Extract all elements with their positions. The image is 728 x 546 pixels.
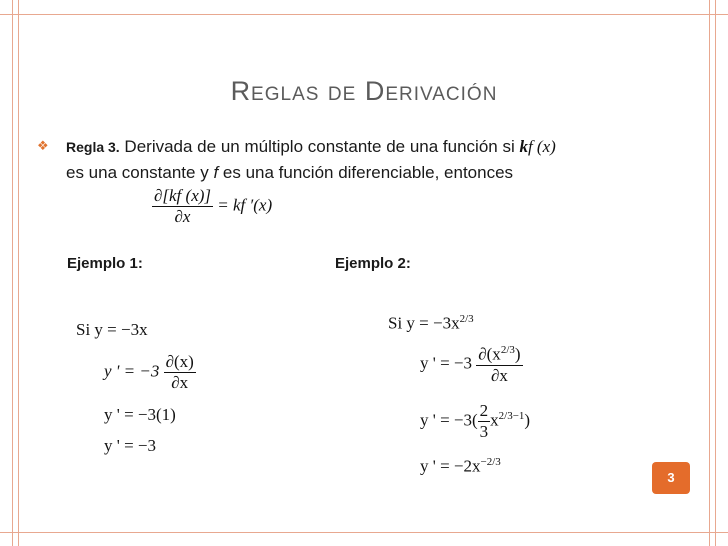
example2-line4-exponent: −2/3 bbox=[480, 456, 501, 468]
example1-line2-fraction bbox=[164, 352, 196, 393]
example2-line1 bbox=[388, 313, 474, 334]
page-number-badge: 3 bbox=[652, 462, 690, 494]
example2-line3-fraction bbox=[478, 401, 491, 442]
bullet-icon: ❖ bbox=[37, 138, 49, 153]
rule-k-symbol: k bbox=[519, 137, 528, 156]
example2-line3-frac-num: 2 bbox=[479, 401, 489, 420]
rule-line-2 bbox=[66, 163, 513, 183]
rule-formula-denominator: ∂x bbox=[174, 207, 191, 226]
example1-line4: y ' = −3 bbox=[104, 436, 156, 455]
example1-line2-lhs: y ' = −3 bbox=[104, 361, 160, 381]
example2-line3 bbox=[420, 401, 530, 442]
example2-line2-num-exponent: 2/3 bbox=[500, 344, 515, 356]
example2-line2 bbox=[420, 344, 523, 386]
example2-line2-num-close: ) bbox=[514, 344, 521, 364]
example1-line2 bbox=[104, 352, 196, 393]
example2-line3-frac-den: 3 bbox=[479, 422, 489, 441]
example2-line4-prefix: y ' = −2x bbox=[420, 456, 481, 476]
rule-formula bbox=[152, 186, 272, 227]
example2-line2-denominator: ∂x bbox=[490, 365, 508, 385]
frame-line-top bbox=[0, 14, 728, 15]
example2-label: Ejemplo 2: bbox=[335, 255, 411, 272]
example2-line2-fraction bbox=[476, 344, 522, 386]
rule-formula-numerator: ∂[kf (x)] bbox=[154, 186, 212, 205]
example1-line2-denominator: ∂x bbox=[171, 373, 189, 392]
rule-formula-rhs: = kf ′(x) bbox=[217, 195, 273, 215]
example1-label: Ejemplo 1: bbox=[67, 255, 143, 272]
rule-heading: Regla 3. bbox=[66, 139, 120, 155]
example1-line3: y ' = −3(1) bbox=[104, 405, 176, 424]
example2-line2-numerator bbox=[476, 344, 522, 366]
example2-line2-num-base: ∂(x bbox=[478, 344, 501, 364]
example2-line3-exponent: 2/3−1 bbox=[498, 409, 525, 422]
example2-line4 bbox=[420, 456, 501, 477]
rule-f-of-x: f (x) bbox=[527, 137, 556, 156]
example2-line1-prefix: Si y = −3x bbox=[388, 313, 460, 333]
example2-line3-base: x bbox=[490, 410, 499, 430]
frame-line-bottom bbox=[0, 532, 728, 533]
rule-line-1 bbox=[66, 137, 556, 157]
rule-text-2: es una constante y bbox=[66, 163, 214, 182]
example2-line3-lhs: y ' = −3( bbox=[420, 410, 478, 430]
rule-formula-fraction bbox=[152, 186, 213, 227]
example2-line1-exponent: 2/3 bbox=[459, 313, 474, 325]
example1-line2-numerator: ∂(x) bbox=[165, 352, 194, 371]
rule-text-1: Derivada de un múltiplo constante de una función si bbox=[119, 137, 520, 156]
rule-text-2b: es una función diferenciable, entonces bbox=[218, 163, 514, 182]
rule-f-symbol: f bbox=[213, 163, 219, 182]
example1-line1: Si y = −3x bbox=[76, 320, 148, 339]
example2-line2-lhs: y ' = −3 bbox=[420, 353, 472, 373]
example2-line3-close: ) bbox=[524, 410, 531, 430]
slide-title: Reglas de Derivación bbox=[230, 76, 498, 106]
